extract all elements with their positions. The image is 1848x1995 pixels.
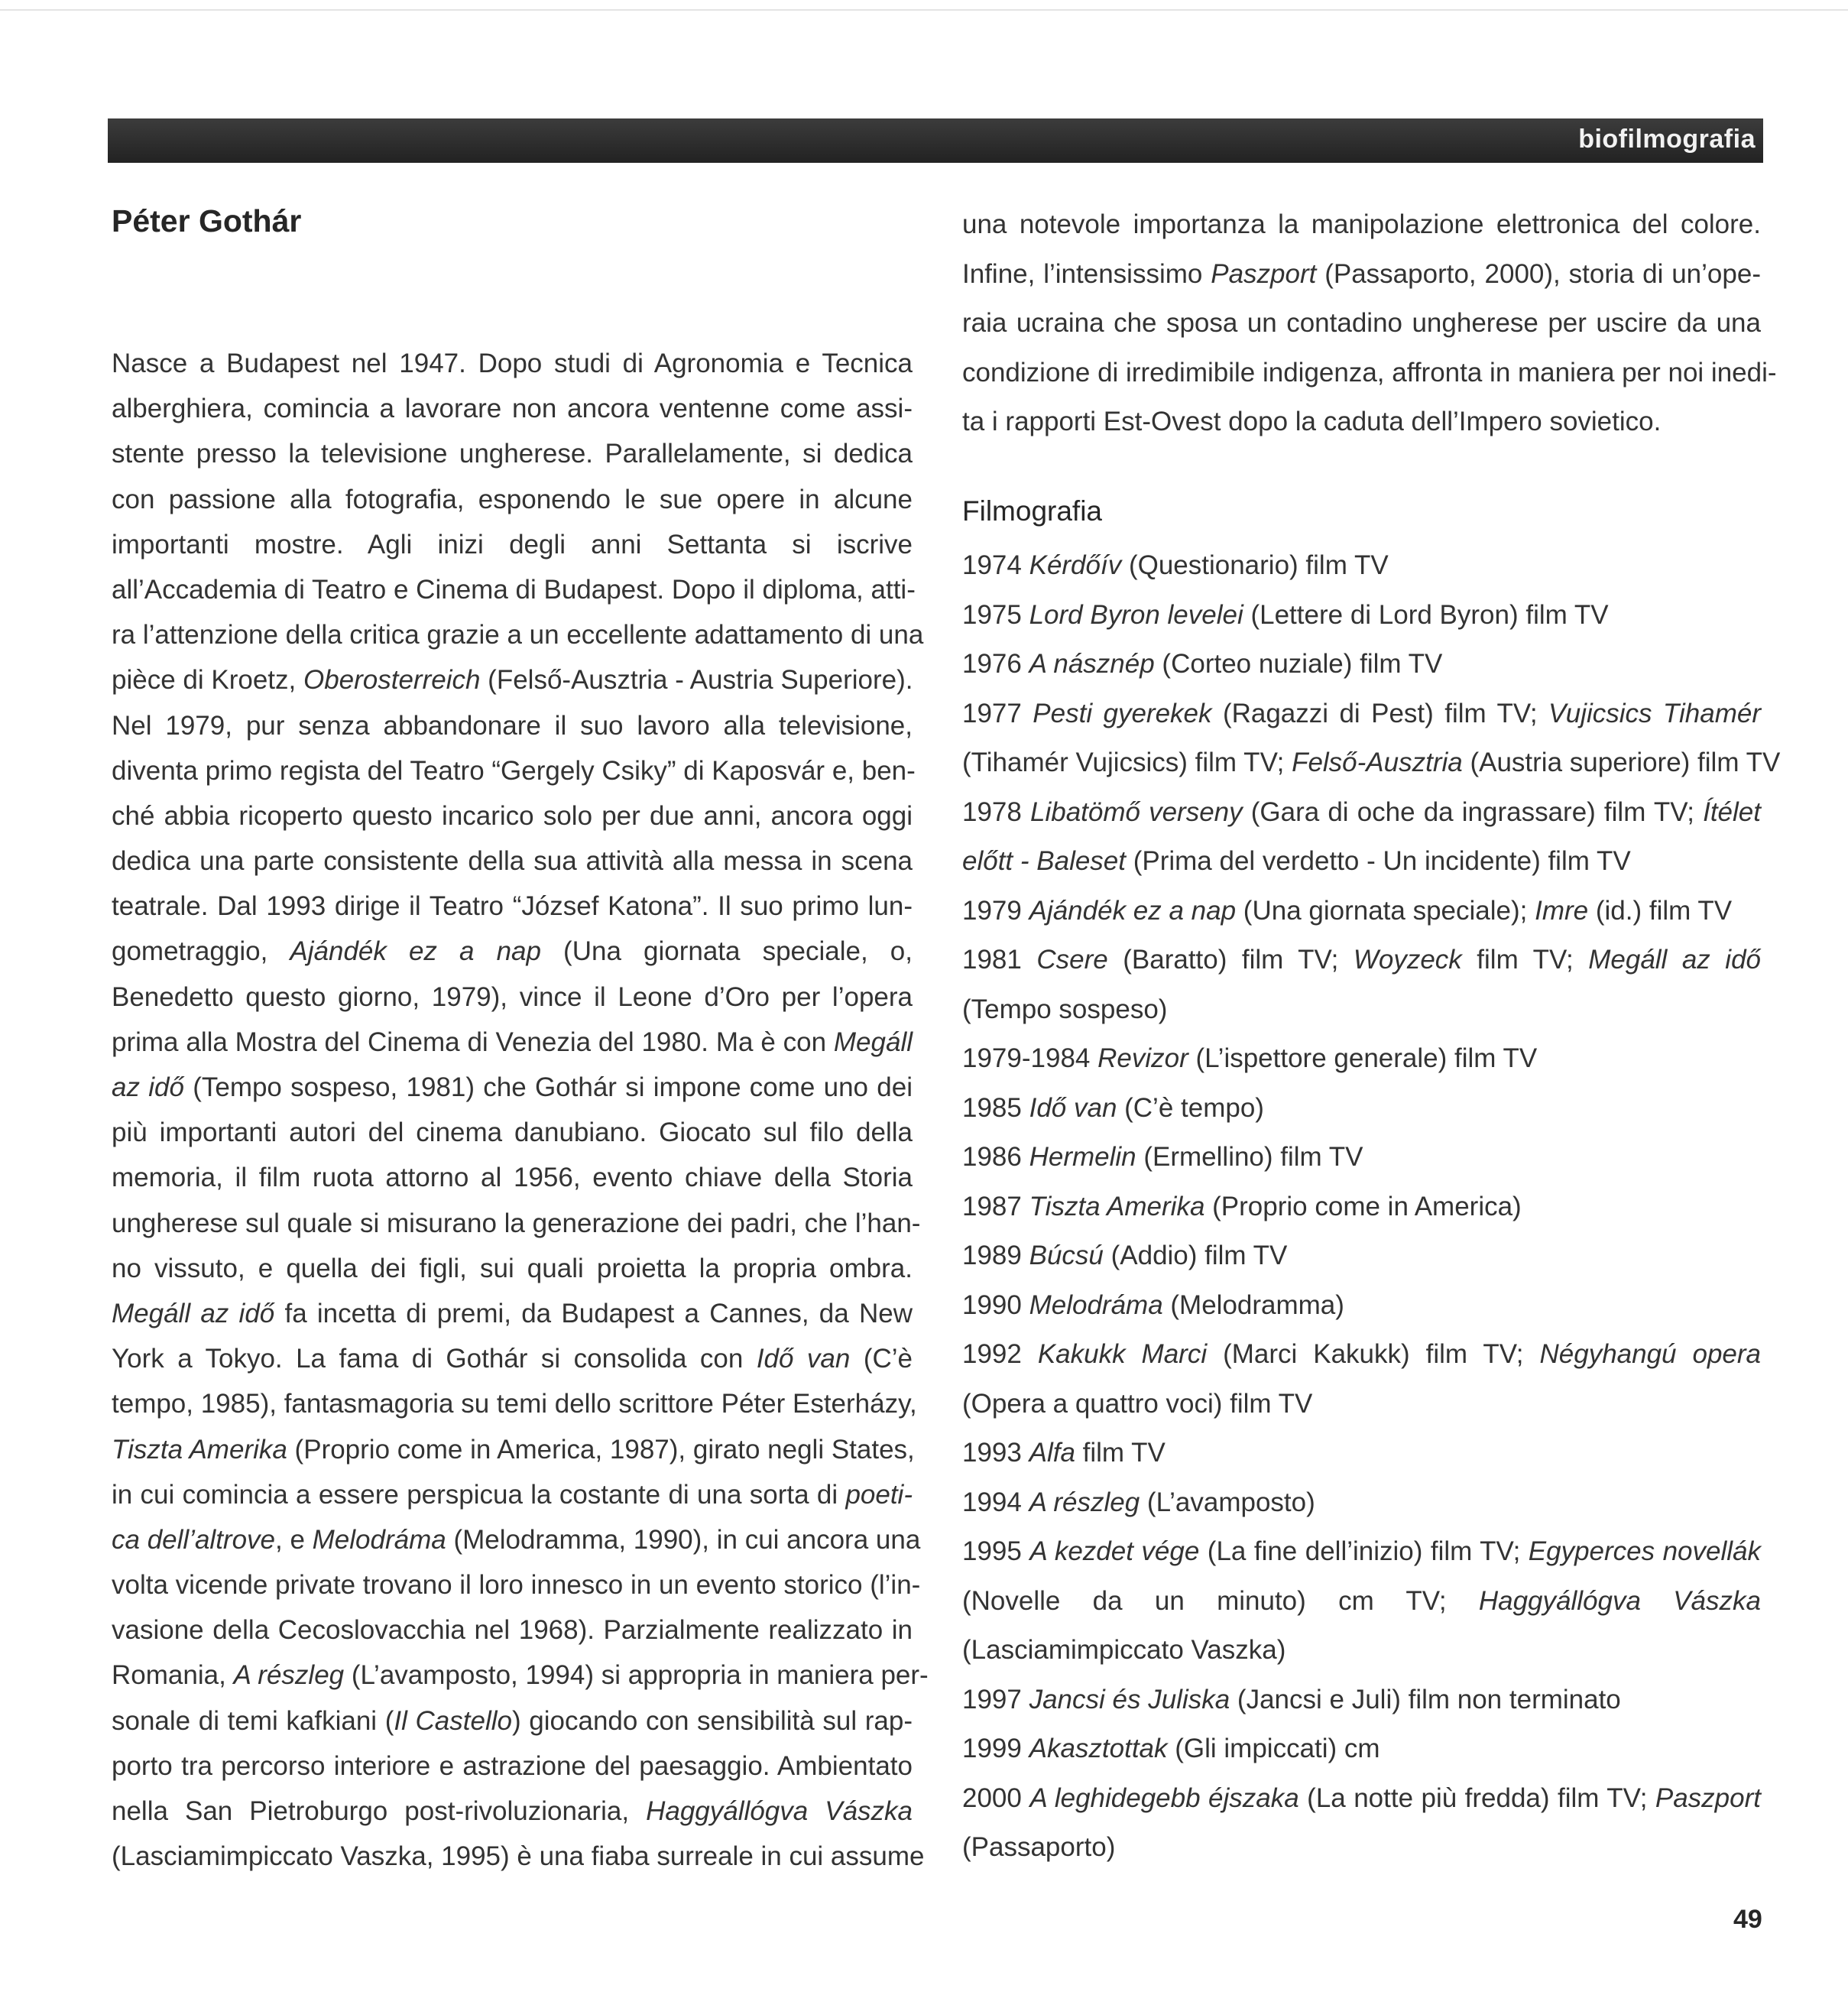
bio-line bbox=[112, 1291, 913, 1336]
text-run: sonale di temi kafkiani ( bbox=[112, 1705, 394, 1736]
italic-title: ca dell’altrove bbox=[112, 1524, 275, 1555]
bio-line bbox=[112, 1201, 921, 1246]
section-label: biofilmografia bbox=[1578, 125, 1756, 154]
bio-line bbox=[112, 1789, 913, 1834]
filmography-entry bbox=[962, 1429, 1761, 1478]
text-run: 1987 bbox=[962, 1191, 1029, 1221]
bio-line bbox=[112, 1653, 929, 1698]
italic-title: Felső-Ausztria bbox=[1292, 748, 1463, 777]
top-divider bbox=[0, 9, 1848, 11]
italic-title: Idő van bbox=[756, 1344, 851, 1374]
filmography-entry bbox=[962, 1182, 1761, 1232]
text-run: , e bbox=[275, 1524, 313, 1555]
bio-line bbox=[112, 386, 913, 431]
text-run: (L’avamposto, 1994) si appropria in maniera per- bbox=[344, 1660, 929, 1691]
text-run: stente presso la televisione ungherese. Parallelamente, si dedica bbox=[112, 439, 913, 469]
text-run: porto tra percorso interiore e astrazione del paesaggio. Ambientato bbox=[112, 1750, 913, 1781]
italic-title: Tiszta Amerika bbox=[112, 1434, 287, 1465]
italic-title: Hermelin bbox=[1029, 1142, 1136, 1172]
text-run: 1979-1984 bbox=[962, 1043, 1098, 1073]
bio-line bbox=[962, 299, 1761, 349]
italic-title: A leghidegebb éjszaka bbox=[1029, 1783, 1299, 1813]
text-run: con passione alla fotografia, esponendo le sue opere in alcune bbox=[112, 484, 913, 514]
bio-line bbox=[112, 612, 924, 657]
text-run: 1990 bbox=[962, 1289, 1029, 1320]
text-run: (Opera a quattro voci) film TV bbox=[962, 1388, 1313, 1419]
bio-line bbox=[962, 349, 1777, 398]
bio-line bbox=[112, 1562, 921, 1607]
text-run: (Melodramma, 1990), in cui ancora una bbox=[446, 1524, 921, 1555]
italic-title: az idő bbox=[112, 1072, 184, 1102]
text-run: 1977 bbox=[962, 698, 1033, 728]
text-run: ché abbia ricoperto questo incarico solo per due anni, ancora oggi bbox=[112, 800, 913, 831]
text-run: (Proprio come in America, 1987), girato negli States, bbox=[287, 1434, 915, 1465]
filmography-entry bbox=[962, 1330, 1761, 1380]
text-run: (Questionario) film TV bbox=[1121, 550, 1389, 580]
text-run: (Corteo nuziale) film TV bbox=[1154, 649, 1443, 679]
bio-line bbox=[962, 250, 1761, 300]
text-run: 1986 bbox=[962, 1142, 1029, 1172]
italic-title: Négyhangú opera bbox=[1539, 1339, 1761, 1369]
text-run: tempo, 1985), fantasmagoria su temi dello scrittore Péter Esterházy, bbox=[112, 1389, 917, 1419]
text-run: (Prima del verdetto - Un incidente) film TV bbox=[1126, 846, 1631, 876]
text-run: (L’ispettore generale) film TV bbox=[1188, 1043, 1538, 1073]
italic-title: Il Castello bbox=[394, 1705, 512, 1736]
italic-title: Alfa bbox=[1029, 1438, 1075, 1468]
author-name: Péter Gothár bbox=[112, 203, 302, 238]
text-run: (Addio) film TV bbox=[1103, 1241, 1288, 1270]
bio-line bbox=[112, 1744, 913, 1789]
text-run: diventa primo regista del Teatro “Gergely Csiky” di Kaposvár e, ben- bbox=[112, 755, 916, 786]
italic-title: Woyzeck bbox=[1353, 945, 1462, 975]
text-run: (C’è bbox=[850, 1344, 913, 1374]
filmography-heading: Filmografia bbox=[962, 495, 1102, 527]
text-run: (Melodramma) bbox=[1162, 1289, 1344, 1320]
text-run: Nel 1979, pur senza abbandonare il suo lavoro alla televisione, bbox=[112, 710, 913, 741]
bio-line bbox=[112, 567, 916, 612]
text-run: 1978 bbox=[962, 796, 1030, 827]
text-run: alberghiera, comincia a lavorare non ancora ventenne come assi- bbox=[112, 394, 913, 424]
bio-line bbox=[112, 1607, 913, 1653]
filmography-entry bbox=[962, 1380, 1761, 1429]
bio-line bbox=[112, 522, 913, 567]
bio-line bbox=[112, 657, 913, 702]
italic-title: Vujicsics Tihamér bbox=[1548, 698, 1761, 728]
text-run: (Baratto) film TV; bbox=[1107, 945, 1354, 975]
text-run: teatrale. Dal 1993 dirige il Teatro “József Katona”. Il suo primo lun- bbox=[112, 891, 913, 922]
filmography-entry bbox=[962, 1478, 1761, 1528]
italic-title: A násznép bbox=[1029, 649, 1155, 679]
text-run: (Proprio come in America) bbox=[1204, 1191, 1522, 1221]
bio-line bbox=[962, 200, 1761, 250]
text-run: importanti mostre. Agli inizi degli anni Settanta si iscrive bbox=[112, 529, 913, 560]
text-run: (Passaporto, 2000), storia di un’ope- bbox=[1316, 258, 1761, 289]
text-run: (Ragazzi di Pest) film TV; bbox=[1211, 698, 1549, 728]
bio-line bbox=[112, 929, 913, 974]
filmography-entry bbox=[962, 591, 1761, 641]
text-run: (Tihamér Vujicsics) film TV; bbox=[962, 748, 1292, 777]
text-run: fa incetta di premi, da Budapest a Cannes, da New bbox=[274, 1298, 913, 1328]
text-run: (Gli impiccati) cm bbox=[1167, 1734, 1380, 1763]
italic-title: Pesti gyerekek bbox=[1033, 698, 1212, 728]
text-run: (La notte più fredda) film TV; bbox=[1298, 1783, 1655, 1813]
text-run: più importanti autori del cinema danubiano. Giocato sul filo della bbox=[112, 1118, 913, 1148]
text-run: film TV bbox=[1075, 1438, 1166, 1468]
bio-line bbox=[112, 477, 913, 522]
text-run: condizione di irredimibile indigenza, affronta in maniera per noi inedi- bbox=[962, 357, 1777, 388]
text-run: gometraggio, bbox=[112, 936, 290, 967]
text-run: memoria, il film ruota attorno al 1956, evento chiave della Storia bbox=[112, 1163, 913, 1193]
italic-title: Jancsi és Juliska bbox=[1029, 1684, 1230, 1714]
italic-title: Ítélet bbox=[1703, 796, 1761, 827]
italic-title: Revizor bbox=[1097, 1043, 1188, 1073]
text-run: 1974 bbox=[962, 550, 1029, 580]
text-run: (Felső-Ausztria - Austria Superiore). bbox=[480, 665, 913, 696]
text-run: 1993 bbox=[962, 1438, 1029, 1468]
italic-title: A kezdet vége bbox=[1029, 1536, 1200, 1566]
text-run: (L’avamposto) bbox=[1140, 1487, 1315, 1517]
bio-line bbox=[112, 1336, 913, 1381]
text-run: nella San Pietroburgo post-rivoluzionaria, bbox=[112, 1796, 647, 1826]
italic-title: Tiszta Amerika bbox=[1029, 1191, 1205, 1221]
bio-line bbox=[112, 1698, 913, 1744]
bio-line bbox=[112, 793, 913, 839]
text-run: 1985 bbox=[962, 1092, 1029, 1123]
italic-title: Idő van bbox=[1029, 1092, 1117, 1123]
text-run: ungherese sul quale si misurano la generazione dei padri, che l’han- bbox=[112, 1208, 921, 1238]
italic-title: Búcsú bbox=[1029, 1241, 1104, 1270]
italic-title: Haggyállógva Vászka bbox=[646, 1796, 913, 1826]
filmography-entry bbox=[962, 985, 1761, 1035]
page-number: 49 bbox=[1733, 1905, 1762, 1934]
bio-line bbox=[112, 839, 913, 884]
text-run: (Lasciamimpiccato Vaszka) bbox=[962, 1635, 1286, 1665]
text-run: (id.) film TV bbox=[1588, 895, 1733, 926]
text-run: Infine, l’intensissimo bbox=[962, 258, 1211, 289]
filmography-entry bbox=[962, 1626, 1761, 1675]
text-run: all’Accademia di Teatro e Cinema di Budapest. Dopo il diploma, atti- bbox=[112, 574, 916, 605]
text-run: no vissuto, e quella dei figli, sui quali proietta la propria ombra. bbox=[112, 1253, 913, 1283]
italic-title: Kérdőív bbox=[1029, 550, 1122, 580]
text-run: 1979 bbox=[962, 895, 1029, 926]
italic-title: Megáll az idő bbox=[1588, 945, 1761, 975]
text-run: (Lettere di Lord Byron) film TV bbox=[1243, 599, 1609, 630]
text-run: (Gara di oche da ingrassare) film TV; bbox=[1242, 796, 1704, 827]
bio-line bbox=[112, 703, 913, 748]
text-run: in cui comincia a essere perspicua la costante di una sorta di bbox=[112, 1479, 846, 1510]
filmography-entry bbox=[962, 640, 1761, 689]
italic-title: Megáll az idő bbox=[112, 1298, 275, 1328]
italic-title: Paszport bbox=[1211, 258, 1317, 289]
text-run: ) giocando con sensibilità sul rap- bbox=[511, 1705, 913, 1736]
italic-title: Libatömő verseny bbox=[1029, 796, 1243, 827]
text-run: 1976 bbox=[962, 649, 1029, 679]
text-run: vasione della Cecoslovacchia nel 1968). Parzialmente realizzato in bbox=[112, 1615, 913, 1646]
bio-line bbox=[112, 1517, 921, 1562]
italic-title: Csere bbox=[1036, 945, 1108, 975]
text-run: 1975 bbox=[962, 599, 1029, 630]
filmography-entry bbox=[962, 887, 1761, 936]
text-run: 1994 bbox=[962, 1487, 1029, 1517]
text-run: 1992 bbox=[962, 1339, 1038, 1369]
italic-title: A részleg bbox=[1029, 1487, 1140, 1517]
text-run: 1997 bbox=[962, 1684, 1029, 1714]
filmography-entry bbox=[962, 1724, 1761, 1774]
italic-title: Melodráma bbox=[312, 1524, 446, 1555]
bio-line bbox=[962, 397, 1761, 447]
text-run: ra l’attenzione della critica grazie a un eccellente adattamento di una bbox=[112, 620, 924, 650]
text-run: (Marci Kakukk) film TV; bbox=[1207, 1339, 1540, 1369]
filmography-entry bbox=[962, 1675, 1761, 1725]
italic-title: poeti- bbox=[845, 1479, 913, 1510]
filmography-entry bbox=[962, 1823, 1761, 1873]
bio-line bbox=[112, 1110, 913, 1155]
italic-title: A részleg bbox=[233, 1660, 345, 1691]
bio-line bbox=[112, 884, 913, 929]
text-run: prima alla Mostra del Cinema di Venezia del 1980. Ma è con bbox=[112, 1027, 834, 1057]
bio-line bbox=[112, 748, 916, 793]
text-run: (C’è tempo) bbox=[1117, 1092, 1264, 1123]
filmography-entry bbox=[962, 1133, 1761, 1182]
bio-line bbox=[112, 1065, 913, 1110]
text-run: ta i rapporti Est-Ovest dopo la caduta dell’Impero sovietico. bbox=[962, 407, 1662, 436]
filmography-entry bbox=[962, 1577, 1761, 1627]
bio-line bbox=[112, 341, 913, 386]
text-run: (Una giornata speciale, o, bbox=[540, 936, 913, 967]
bio-line bbox=[112, 1155, 913, 1200]
filmography-entry bbox=[962, 1231, 1761, 1281]
text-run: Benedetto questo giorno, 1979), vince il Leone d’Oro per l’opera bbox=[112, 981, 913, 1012]
italic-title: Haggyállógva Vászka bbox=[1478, 1585, 1761, 1616]
italic-title: Megáll bbox=[833, 1027, 913, 1057]
italic-title: Imre bbox=[1535, 895, 1589, 926]
text-run: York a Tokyo. La fama di Gothár si consolida con bbox=[112, 1344, 757, 1374]
text-run: (La fine dell’inizio) film TV; bbox=[1199, 1536, 1529, 1566]
filmography-entry bbox=[962, 1281, 1761, 1331]
italic-title: Egyperces novellák bbox=[1528, 1536, 1762, 1566]
biography-text bbox=[112, 341, 929, 1879]
bio-line bbox=[112, 975, 913, 1020]
text-run: 1981 bbox=[962, 945, 1037, 975]
filmography-entry bbox=[962, 689, 1761, 739]
text-run: 1999 bbox=[962, 1734, 1029, 1763]
text-run: 2000 bbox=[962, 1783, 1030, 1813]
filmography-entry bbox=[962, 541, 1761, 591]
text-run: film TV; bbox=[1461, 945, 1589, 975]
text-run: (Passaporto) bbox=[962, 1832, 1116, 1862]
filmography-entry bbox=[962, 1084, 1761, 1134]
bio-line bbox=[112, 1381, 917, 1426]
italic-title: Paszport bbox=[1655, 1783, 1761, 1813]
text-run: (Lasciamimpiccato Vaszka, 1995) è una fiaba surreale in cui assume bbox=[112, 1841, 925, 1872]
bio-line bbox=[112, 1246, 913, 1291]
filmography-entry bbox=[962, 738, 1781, 788]
italic-title: Kakukk Marci bbox=[1037, 1339, 1208, 1369]
italic-title: Ajándék ez a nap bbox=[290, 936, 541, 967]
filmography-entry bbox=[962, 1034, 1761, 1084]
filmography-list bbox=[962, 541, 1781, 1873]
italic-title: Oberosterreich bbox=[303, 665, 481, 696]
filmography-entry bbox=[962, 837, 1761, 887]
text-run: (Tempo sospeso) bbox=[962, 994, 1168, 1024]
text-run: raia ucraina che sposa un contadino ungherese per uscire da una bbox=[962, 308, 1761, 338]
italic-title: Akasztottak bbox=[1029, 1734, 1168, 1763]
bio-line bbox=[112, 1020, 913, 1065]
filmography-entry bbox=[962, 936, 1761, 985]
biography-text-continued bbox=[962, 200, 1777, 447]
bio-line bbox=[112, 431, 913, 476]
text-run: una notevole importanza la manipolazione elettronica del colore. bbox=[962, 209, 1761, 239]
bio-line bbox=[112, 1472, 913, 1517]
filmography-entry bbox=[962, 1527, 1761, 1577]
text-run: (Jancsi e Juli) film non terminato bbox=[1230, 1684, 1621, 1714]
text-run: 1989 bbox=[962, 1241, 1029, 1270]
italic-title: Melodráma bbox=[1029, 1289, 1163, 1320]
italic-title: Lord Byron levelei bbox=[1029, 599, 1243, 630]
italic-title: előtt - Baleset bbox=[962, 846, 1126, 876]
bio-line bbox=[112, 1427, 913, 1472]
bio-line bbox=[112, 1834, 925, 1879]
text-run: 1995 bbox=[962, 1536, 1030, 1566]
text-run: volta vicende private trovano il loro innesco in un evento storico (l’in- bbox=[112, 1570, 921, 1601]
text-run: Romania, bbox=[112, 1660, 234, 1691]
text-run: (Ermellino) film TV bbox=[1136, 1142, 1363, 1172]
text-run: (Austria superiore) film TV bbox=[1462, 748, 1781, 777]
section-header-bar bbox=[108, 118, 1763, 163]
filmography-entry bbox=[962, 1774, 1761, 1824]
text-run: Nasce a Budapest nel 1947. Dopo studi di Agronomia e Tecnica bbox=[112, 349, 913, 378]
text-run: pièce di Kroetz, bbox=[112, 665, 303, 696]
italic-title: Ajándék ez a nap bbox=[1029, 895, 1237, 926]
text-run: (Novelle da un minuto) cm TV; bbox=[962, 1585, 1479, 1616]
text-run: (Una giornata speciale); bbox=[1236, 895, 1535, 926]
filmography-entry bbox=[962, 788, 1761, 838]
text-run: dedica una parte consistente della sua attività alla messa in scena bbox=[112, 846, 913, 877]
text-run: (Tempo sospeso, 1981) che Gothár si impone come uno dei bbox=[183, 1072, 913, 1102]
